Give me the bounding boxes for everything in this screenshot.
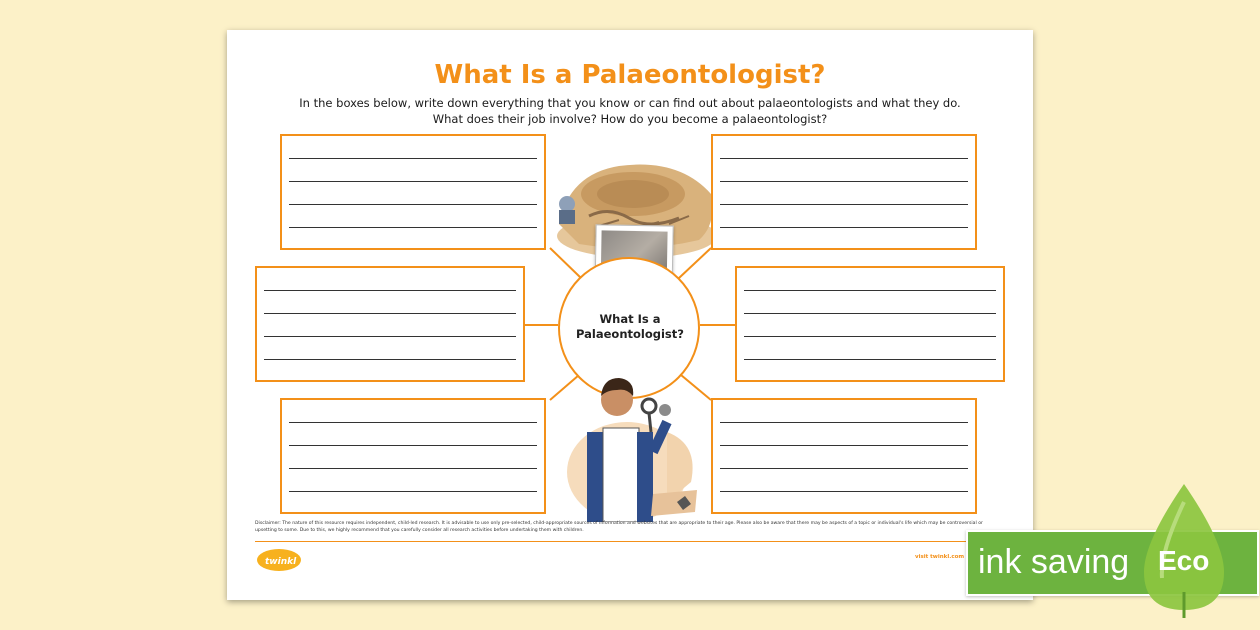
writing-line	[289, 422, 537, 423]
writing-line	[720, 422, 968, 423]
writing-line	[264, 290, 516, 291]
writing-line	[720, 491, 968, 492]
writing-line	[744, 359, 996, 360]
writing-line	[744, 336, 996, 337]
writing-line	[289, 468, 537, 469]
hub-title-line-1: What Is a	[599, 312, 661, 326]
writing-line	[289, 204, 537, 205]
disclaimer-text: Disclaimer: The nature of this resource requires independent, child-led research. It is advisable to use only pre-selected, child-appropriate sources of information and websites that are appropriate to their age. Please also be aware that there may be aspects of a topic or individual's life which may be controversial or upsetting to some. Due to this, we highly recommend that you carefully consider all research activities before undertaking them with children.	[255, 521, 983, 533]
writing-line	[720, 181, 968, 182]
palaeontologist-illustration	[567, 352, 707, 522]
writing-line	[289, 227, 537, 228]
writing-line	[744, 313, 996, 314]
worksheet-page	[227, 30, 1033, 600]
writing-box-top-right[interactable]	[711, 134, 977, 250]
writing-line	[720, 204, 968, 205]
writing-line	[720, 445, 968, 446]
writing-line	[720, 227, 968, 228]
writing-line	[720, 468, 968, 469]
footer-divider	[255, 541, 1005, 542]
writing-box-bottom-right[interactable]	[711, 398, 977, 514]
writing-line	[264, 313, 516, 314]
writing-line	[289, 445, 537, 446]
instructions-line-1: In the boxes below, write down everything that you know or can find out about palaeontologists and what they do.	[299, 96, 961, 110]
writing-box-middle-right[interactable]	[735, 266, 1005, 382]
twinkl-logo-text: twinkl	[265, 557, 297, 567]
writing-box-bottom-left[interactable]	[280, 398, 546, 514]
writing-box-top-left[interactable]	[280, 134, 546, 250]
writing-line	[744, 290, 996, 291]
hub-title-line-2: Palaeontologist?	[576, 327, 684, 341]
worksheet-title: What Is a Palaeontologist?	[434, 60, 826, 90]
visit-link[interactable]: visit twinkl.com	[915, 554, 965, 560]
writing-line	[289, 158, 537, 159]
eco-badge: Eco	[1158, 545, 1210, 576]
writing-box-middle-left[interactable]	[255, 266, 525, 382]
instructions-line-2: What does their job involve? How do you become a palaeontologist?	[432, 112, 828, 126]
writing-line	[264, 359, 516, 360]
writing-line	[264, 336, 516, 337]
ink-saving-label: ink saving	[978, 543, 1130, 581]
writing-line	[720, 158, 968, 159]
writing-line	[289, 181, 537, 182]
writing-line	[289, 491, 537, 492]
